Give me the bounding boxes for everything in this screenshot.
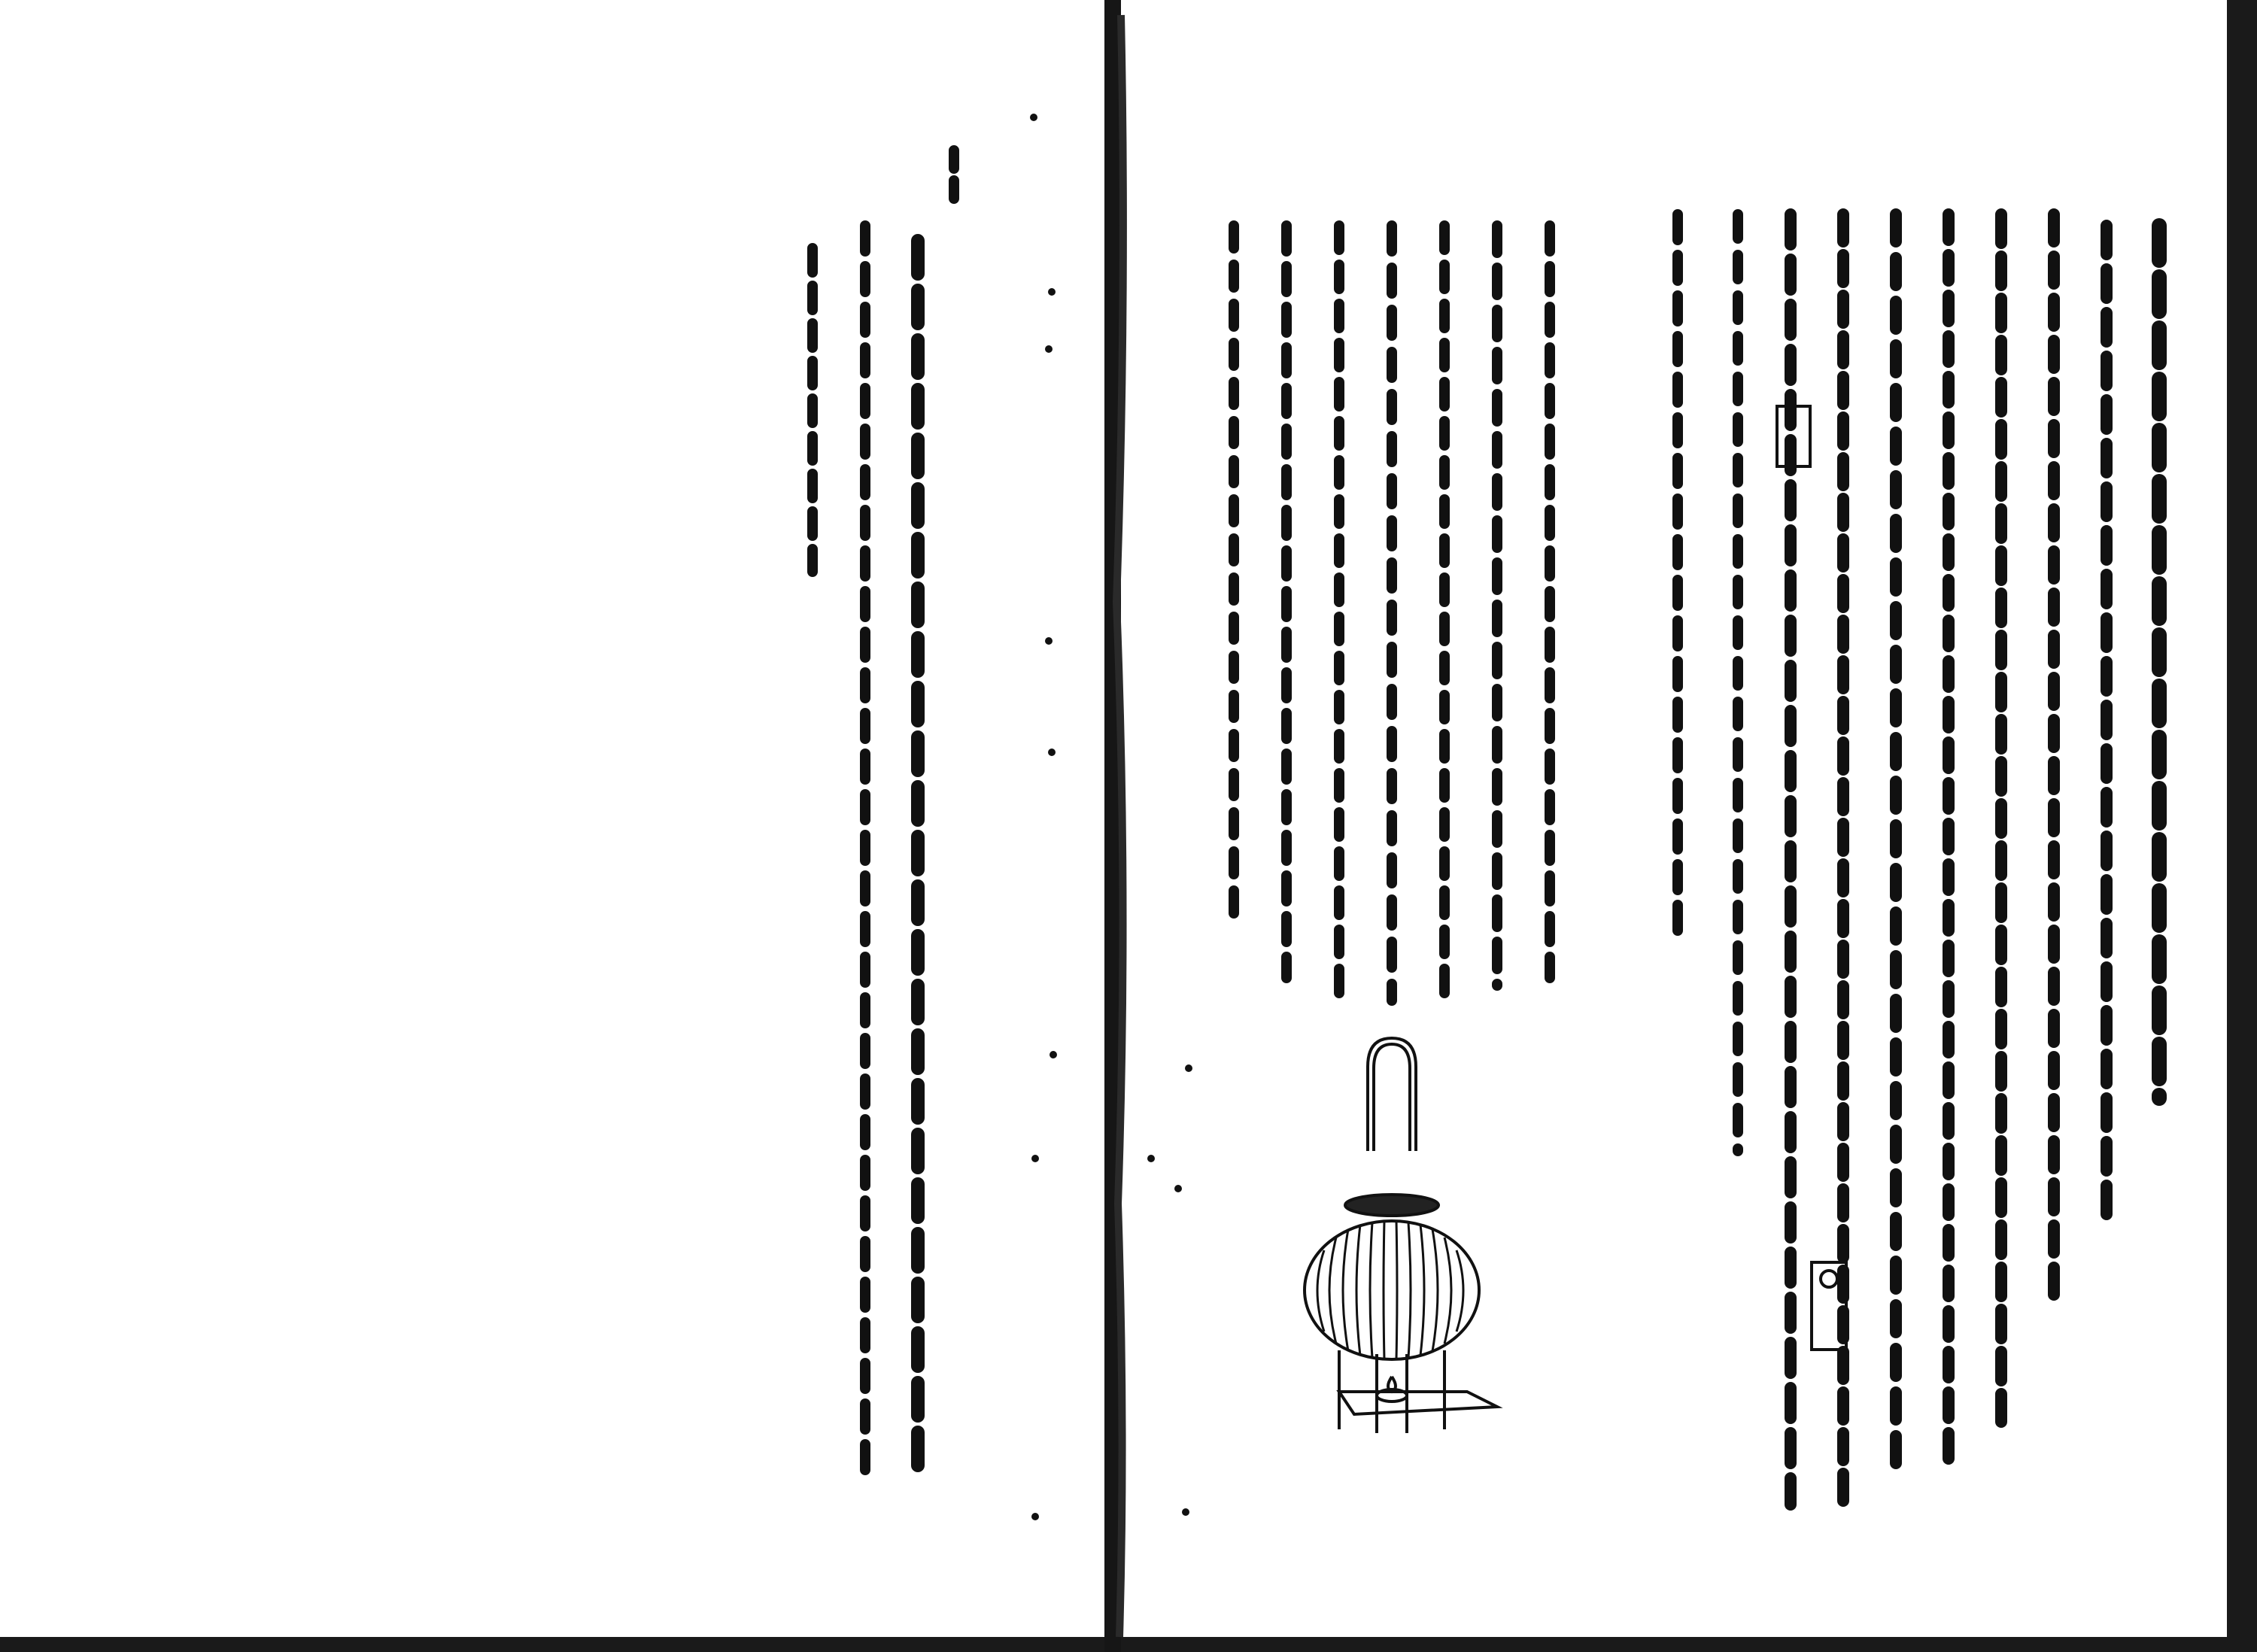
- lantern-rim: [1345, 1195, 1438, 1216]
- right-scan-edge: [2227, 0, 2257, 1652]
- bottom-scan-edge: [0, 1637, 2257, 1652]
